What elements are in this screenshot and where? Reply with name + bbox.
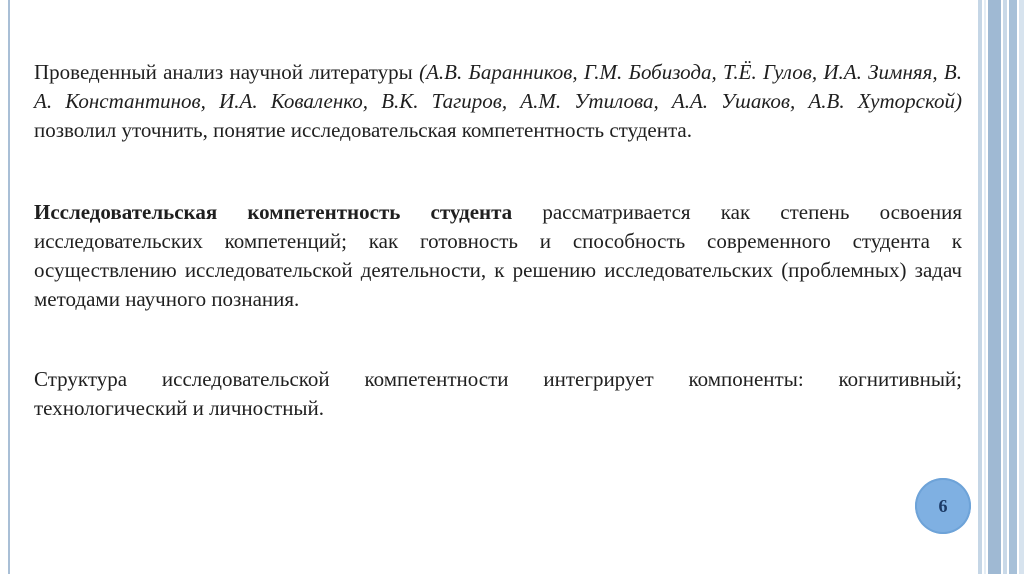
definition-text: рассматривается как степень освоения исследовательских компетенций; как готовность и способность современного студента к осуществлению исследовательской деятельности, к решению исследовательских (проблемных) задач методами научного познания. (34, 200, 962, 311)
authors-list: (А.В. Баранников, Г.М. Бобизода, Т.Ё. Гулов, И.А. Зимняя, В. А. Константинов, И.А. Коваленко, В.К. Тагиров, А.М. Утилова, А.А. Ушаков, А.В. Хуторской) (34, 60, 962, 113)
page-number: 6 (938, 495, 948, 516)
stripe (1019, 0, 1024, 574)
paragraph-literature-analysis (34, 58, 962, 145)
right-decorative-stripes (978, 0, 1024, 574)
paragraph-structure (34, 365, 962, 423)
left-border-line (8, 0, 10, 574)
structure-text: Структура исследовательской компетентности интегрирует компоненты: когнитивный; технологический и личностный. (34, 367, 962, 420)
stripe (1009, 0, 1017, 574)
paragraph1-intro: Проведенный анализ научной литературы (34, 60, 420, 84)
stripe (988, 0, 1001, 574)
defined-term: Исследовательская компетентность студента (34, 200, 513, 224)
paragraph1-rest: позволил уточнить, понятие исследовательская компетентность студента. (34, 118, 692, 142)
paragraph-definition (34, 198, 962, 314)
stripe (978, 0, 982, 574)
stripe (984, 0, 986, 574)
stripe (1003, 0, 1007, 574)
page-number-badge (915, 478, 971, 534)
slide-body (34, 58, 962, 423)
